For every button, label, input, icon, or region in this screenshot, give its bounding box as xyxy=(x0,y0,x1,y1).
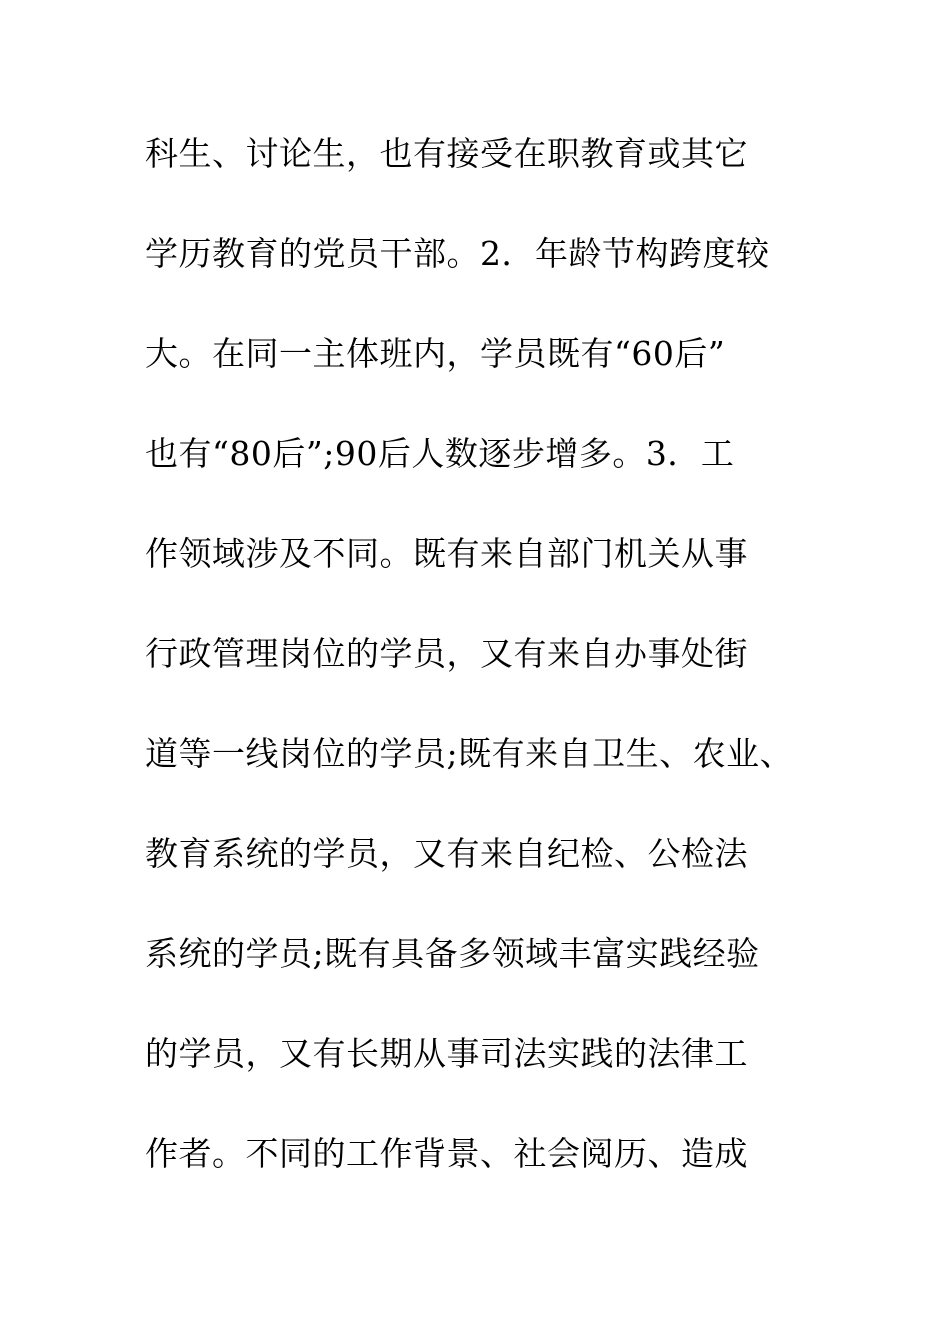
text-line-1: 科生、讨论生，也有接受在职教育或其它 xyxy=(145,134,748,173)
text-line-3: 大。在同一主体班内，学员既有“60后” xyxy=(145,334,726,373)
text-line-4: 也有“80后”;90后人数逐步增多。3．工 xyxy=(145,434,735,473)
text-line-8: 教育系统的学员，又有来自纪检、公检法 xyxy=(145,834,748,873)
text-line-11: 作者。不同的工作背景、社会阅历、造成 xyxy=(145,1134,748,1173)
text-line-10: 的学员，又有长期从事司法实践的法律工 xyxy=(145,1034,748,1073)
text-line-9: 系统的学员;既有具备多领域丰富实践经验 xyxy=(145,934,760,973)
text-line-7: 道等一线岗位的学员;既有来自卫生、农业、 xyxy=(145,734,794,773)
text-line-5: 作领域涉及不同。既有来自部门机关从事 xyxy=(145,534,748,573)
text-line-2: 学历教育的党员干部。2．年龄节构跨度较 xyxy=(145,234,770,273)
text-line-6: 行政管理岗位的学员，又有来自办事处街 xyxy=(145,634,748,673)
body-text xyxy=(145,126,845,1226)
